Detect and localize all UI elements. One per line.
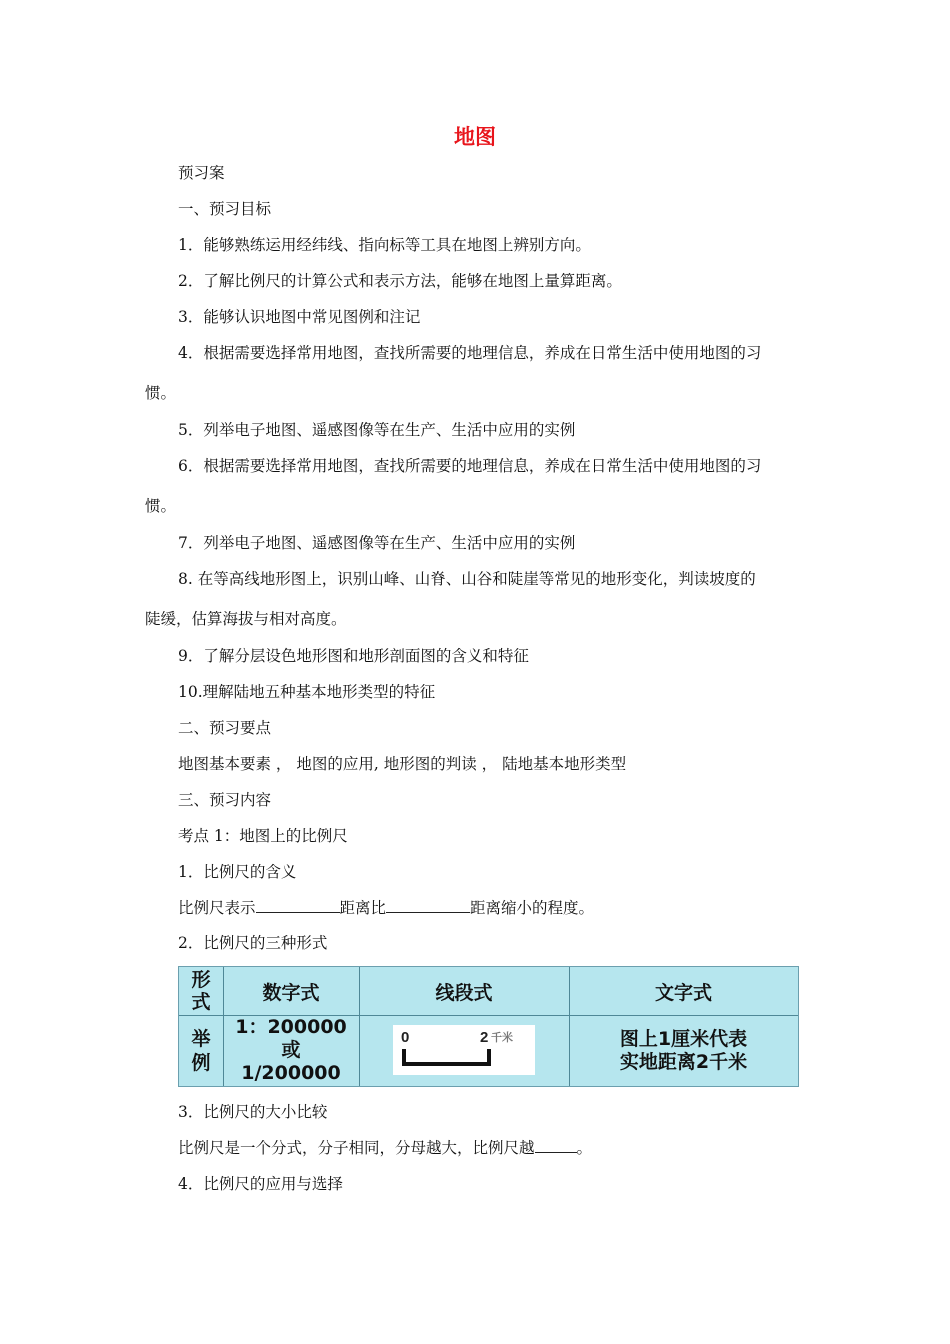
scale-unit-label: 千米	[491, 1031, 513, 1044]
scale-forms-table	[178, 966, 799, 1087]
line-scale-example	[393, 1025, 535, 1075]
goal-item-continued: 惯。	[145, 497, 177, 515]
subheading: 4．比例尺的应用与选择	[178, 1175, 343, 1193]
subheading: 3．比例尺的大小比较	[178, 1103, 328, 1121]
heading-content: 三、预习内容	[178, 791, 272, 809]
scale-bar-line	[404, 1049, 489, 1064]
subheading: 2．比例尺的三种形式	[178, 934, 328, 952]
section-label: 预习案	[178, 164, 225, 182]
goal-item: 3．能够认识地图中常见图例和注记	[178, 308, 421, 326]
verbal-example: 图上1厘米代表 实地距离2千米	[619, 1027, 748, 1073]
fill-text: 。	[576, 1139, 593, 1157]
fill-text: 距离比	[339, 899, 387, 917]
goal-item: 4．根据需要选择常用地图，查找所需要的地理信息，养成在日常生活中使用地图的习	[178, 344, 762, 362]
scale-start-label: 0	[401, 1029, 410, 1046]
fill-text: 比例尺是一个分式，分子相同，分母越大，比例尺越	[178, 1139, 535, 1157]
header-line-segment: 线段式	[435, 981, 493, 1004]
keypoints-text: 地图基本要素 ， 地图的应用, 地形图的判读 ， 陆地基本地形类型	[178, 755, 627, 773]
fill-text: 距离缩小的程度。	[470, 899, 595, 917]
answer-blank[interactable]	[535, 1138, 577, 1153]
fill-blank-sentence	[178, 1137, 592, 1159]
goal-item-continued: 陡缓，估算海拔与相对高度。	[145, 610, 347, 628]
subheading: 1．比例尺的含义	[178, 863, 297, 881]
row-label-form: 形式	[191, 969, 211, 1013]
row-label-example: 举例	[191, 1027, 211, 1074]
header-verbal: 文字式	[654, 981, 712, 1004]
page-title: 地图	[454, 125, 496, 149]
goal-item: 7．列举电子地图、遥感图像等在生产、生活中应用的实例	[178, 534, 576, 552]
goal-item: 2．了解比例尺的计算公式和表示方法，能够在地图上量算距离。	[178, 272, 622, 290]
answer-blank[interactable]	[256, 898, 340, 913]
heading-keypoints: 二、预习要点	[178, 719, 272, 737]
goal-item: 8. 在等高线地形图上，识别山峰、山脊、山谷和陡崖等常见的地形变化，判读坡度的	[178, 570, 756, 588]
scale-end-label: 2	[480, 1029, 489, 1046]
answer-blank[interactable]	[386, 898, 470, 913]
heading-goals: 一、预习目标	[178, 200, 272, 218]
fill-blank-sentence	[178, 897, 594, 919]
goal-item: 10.理解陆地五种基本地形类型的特征	[178, 683, 436, 701]
goal-item: 9．了解分层设色地形图和地形剖面图的含义和特征	[178, 647, 529, 665]
goal-item-continued: 惯。	[145, 384, 177, 402]
goal-item: 6．根据需要选择常用地图，查找所需要的地理信息，养成在日常生活中使用地图的习	[178, 457, 762, 475]
goal-item: 5．列举电子地图、遥感图像等在生产、生活中应用的实例	[178, 421, 576, 439]
header-numeric: 数字式	[262, 981, 320, 1004]
numeric-example: 1：200000 或 1/200000	[235, 1016, 347, 1084]
exam-point: 考点 1：地图上的比例尺	[178, 827, 348, 845]
fill-text: 比例尺表示	[178, 899, 256, 917]
goal-item: 1．能够熟练运用经纬线、指向标等工具在地图上辨别方向。	[178, 236, 591, 254]
scale-bar-graphic	[393, 1025, 535, 1075]
